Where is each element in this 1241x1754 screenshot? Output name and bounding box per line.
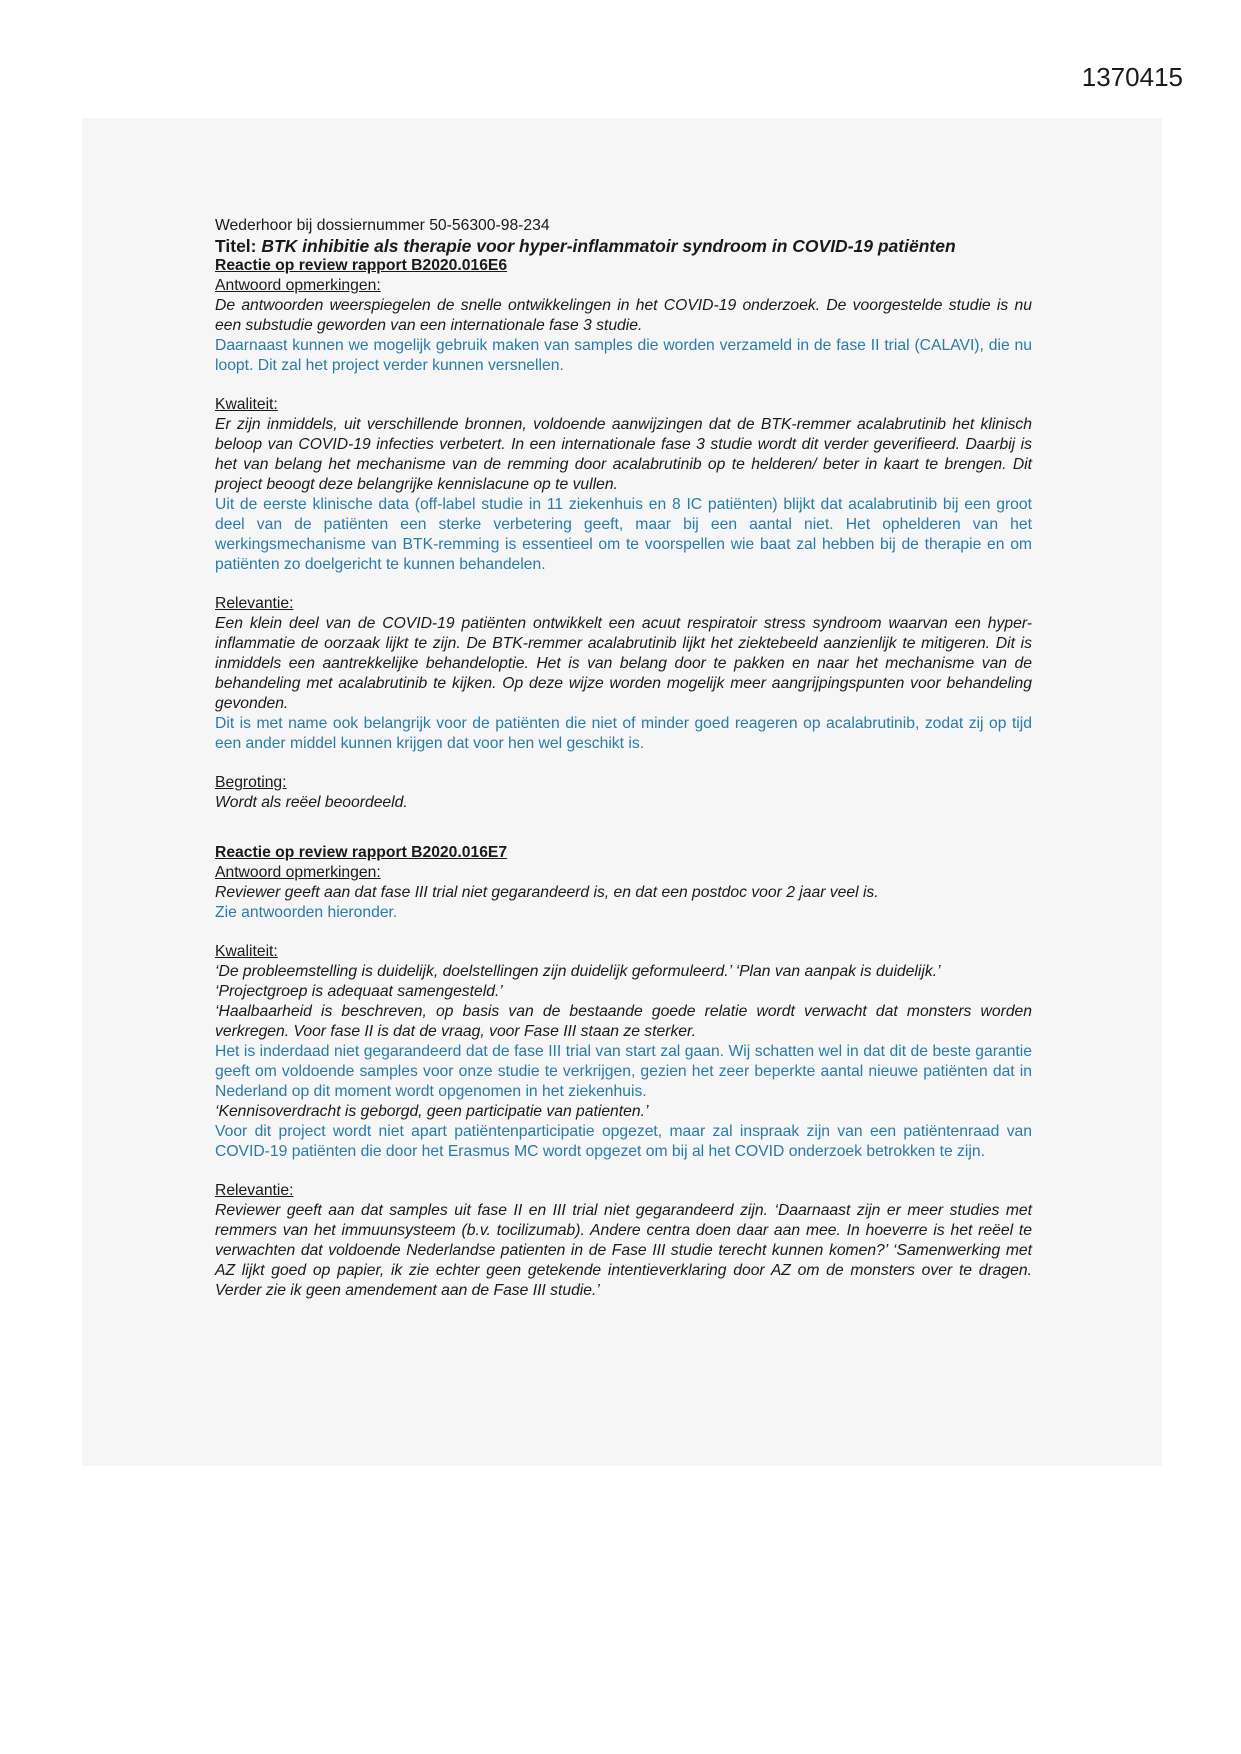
title-prefix: Titel: [215,236,262,256]
reviewer-quote: ‘Projectgroep is adequaat samengesteld.’ [215,983,503,1000]
section-heading: Reactie op review rapport B2020.016E7 [215,844,508,861]
block-label: Relevantie: [215,595,294,612]
reviewer-comment: Reviewer geeft aan dat fase III trial niet gegarandeerd is, en dat een postdoc voor 2 jaar veel is. [215,884,879,901]
reviewer-comment: Een klein deel van de COVID-19 patiënten ontwikkelt een acuut respiratoir stress syndroom waarvan een hyper-inflammatie de oorzaak lijkt te zijn. De BTK-remmer acalabrutinib lijkt het ziektebeeld aanzienlijk te mitigeren. Dit is inmiddels een aantrekkelijke behandeloptie. Het is van belang door te pakken en naar het mechanisme van de behandeling met acalabrutinib te kijken. Op deze wijze worden mogelijk meer aangrijpingspunten voor behandeling gevonden. [215,615,1032,712]
reviewer-comment: Wordt als reëel beoordeeld. [215,794,408,811]
author-response: Het is inderdaad niet gegarandeerd dat de fase III trial van start zal gaan. Wij schatten wel in dat dit de beste garantie geeft om voldoende samples voor onze studie te verkrijgen, gezien het zeer beperkte aantal nieuwe patiënten dat in Nederland op dit moment wordt opgenomen in het ziekenhuis. [215,1043,1032,1100]
section-review-e7 [215,843,1032,1301]
document-title [215,236,1032,256]
section-review-e6 [215,256,1032,813]
reviewer-comment: Er zijn inmiddels, uit verschillende bronnen, voldoende aanwijzingen dat de BTK-remmer acalabrutinib het klinisch beloop van COVID-19 infecties verbetert. In een internationale fase 3 studie wordt dit verder geverifieerd. Daarbij is het van belang het mechanisme van de remming door acalabrutinib op te helderen/ beter in kaart te brengen. Dit project beoogt deze belangrijke kennislacune op te vullen. [215,416,1032,493]
dossier-line: Wederhoor bij dossiernummer 50-56300-98-234 [215,217,550,234]
block-label: Begroting: [215,774,287,791]
author-response: Voor dit project wordt niet apart patiëntenparticipatie opgezet, maar zal inspraak zijn van een patiëntenraad van COVID-19 patiënten die door het Erasmus MC wordt opgezet om bij al het COVID onderzoek betrokken te zijn. [215,1123,1032,1160]
reviewer-comment: De antwoorden weerspiegelen de snelle ontwikkelingen in het COVID-19 onderzoek. De voorgestelde studie is nu een substudie geworden van een internationale fase 3 studie. [215,297,1032,334]
block-label: Kwaliteit: [215,396,278,413]
author-response: Dit is met name ook belangrijk voor de patiënten die niet of minder goed reageren op acalabrutinib, zodat zij op tijd een ander middel kunnen krijgen dat voor hen wel geschikt is. [215,715,1032,752]
reviewer-quote: ‘De probleemstelling is duidelijk, doelstellingen zijn duidelijk geformuleerd.’ ‘Plan van aanpak is duidelijk.’ [215,963,941,980]
reviewer-quote: ‘Haalbaarheid is beschreven, op basis van de bestaande goede relatie wordt verwacht dat monsters worden verkregen. Voor fase II is dat de vraag, voor Fase III staan ze sterker. [215,1003,1032,1040]
document-body [215,216,1032,1301]
author-response: Uit de eerste klinische data (off-label studie in 11 ziekenhuis en 8 IC patiënten) blijkt dat acalabrutinib bij een groot deel van de patiënten een sterke verbetering geeft, maar bij een aantal niet. Het ophelderen van het werkingsmechanisme van BTK-remming is essentieel om te voorspellen wie baat zal hebben bij de therapie en om patiënten zo doelgericht te kunnen behandelen. [215,496,1032,573]
author-response: Daarnaast kunnen we mogelijk gebruik maken van samples die worden verzameld in de fase II trial (CALAVI), die nu loopt. Dit zal het project verder kunnen versnellen. [215,337,1032,374]
reviewer-quote: ‘Kennisoverdracht is geborgd, geen participatie van patienten.’ [215,1103,649,1120]
reviewer-comment: Reviewer geeft aan dat samples uit fase II en III trial niet gegarandeerd zijn. ‘Daarnaast zijn er meer studies met remmers van het immuunsysteem (b.v. tocilizumab). Andere centra doen daar aan mee. In hoeverre is het reëel te verwachten dat voldoende Nederlandse patienten in de Fase III studie terecht kunnen komen?’ ‘Samenwerking met AZ lijkt goed op papier, ik zie echter geen getekende intentieverklaring door AZ om de monsters over te dragen. Verder zie ik geen amendement aan de Fase III studie.’ [215,1202,1032,1299]
document-number: 1370415 [1081,62,1183,92]
block-label: Relevantie: [215,1182,294,1199]
author-response: Zie antwoorden hieronder. [215,904,398,921]
block-label: Antwoord opmerkingen: [215,277,381,294]
section-heading: Reactie op review rapport B2020.016E6 [215,257,508,274]
title-text: BTK inhibitie als therapie voor hyper-inflammatoir syndroom in COVID-19 patiënten [261,236,956,256]
block-label: Antwoord opmerkingen: [215,864,381,881]
block-label: Kwaliteit: [215,943,278,960]
